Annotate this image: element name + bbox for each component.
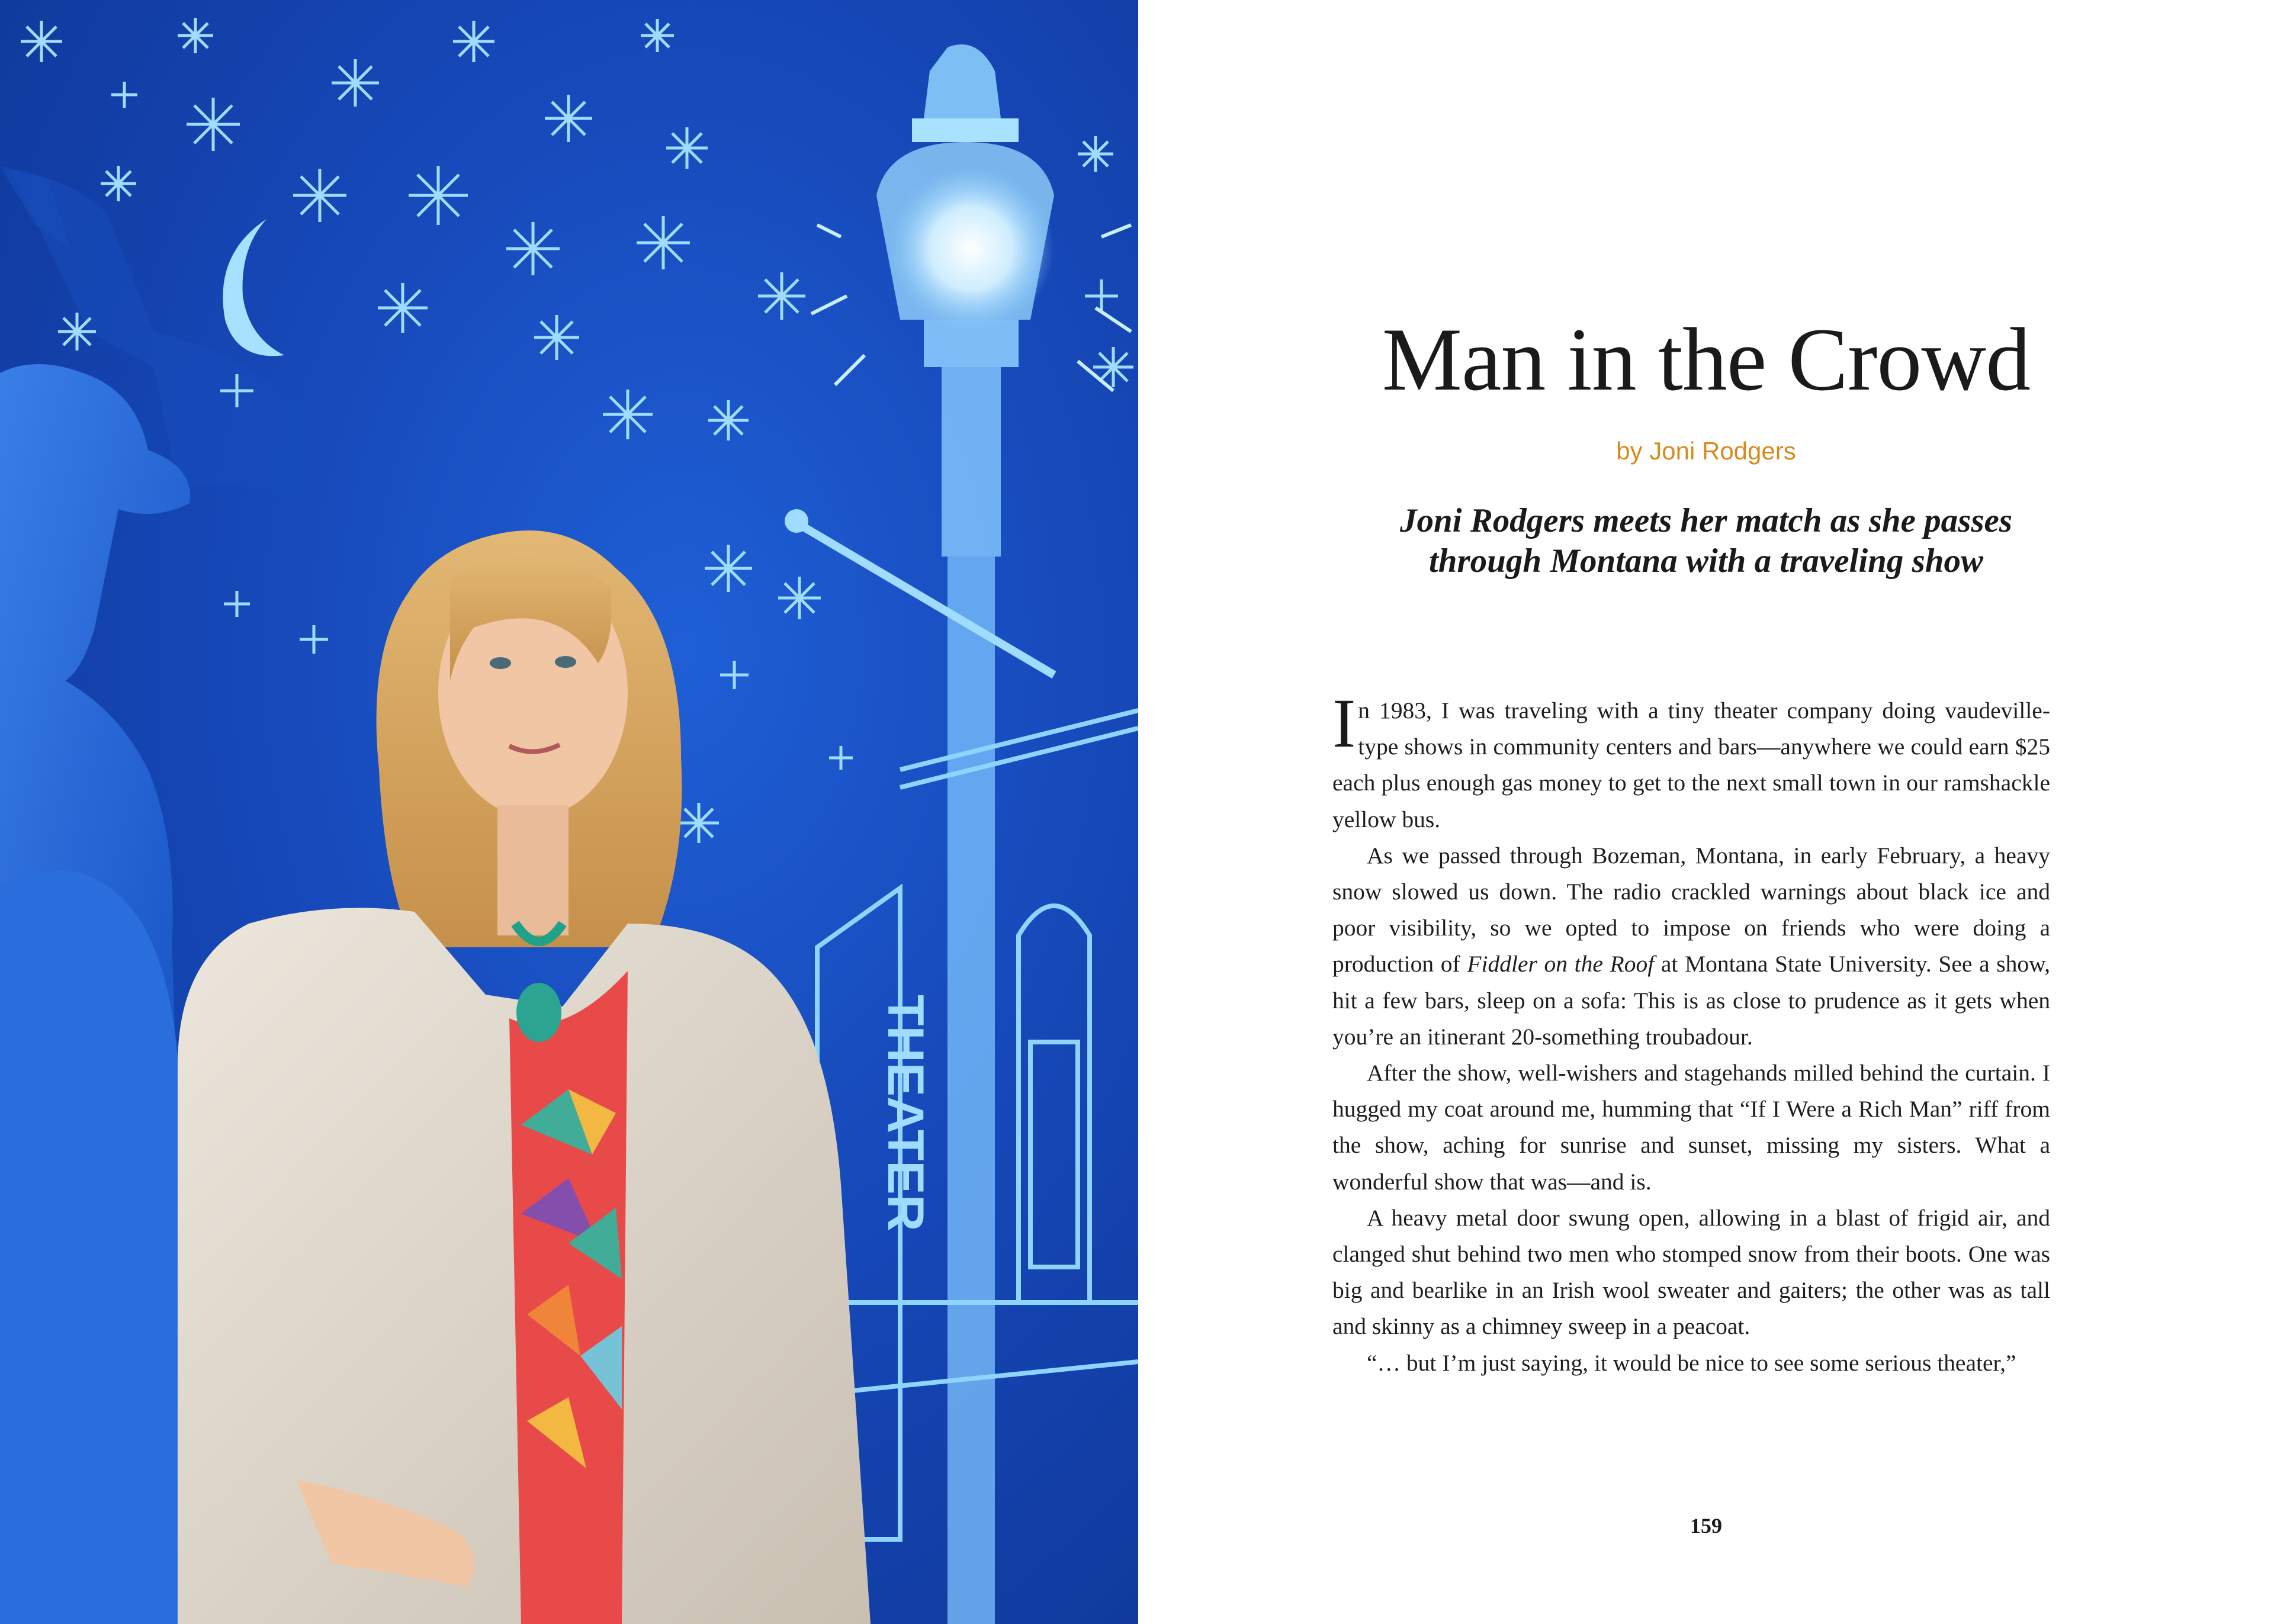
article-title: Man in the Crowd xyxy=(1382,310,2031,409)
page-number: 159 xyxy=(1690,1514,1722,1538)
paragraph-2-italic: Fiddler on the Roof xyxy=(1467,951,1655,977)
article-page xyxy=(1138,0,2274,1624)
portrait-woman xyxy=(178,530,871,1624)
paragraph-1-text: n 1983, I was traveling with a tiny theater company doing vaudeville-type shows in community centers and bars—anywhere we could earn $25 each plus enough gas money to get to the next small town in our ramshackle yellow bus. xyxy=(1332,697,2050,832)
dek-line-1: Joni Rodgers meets her match as she passes xyxy=(1400,502,2012,539)
moon-icon xyxy=(223,219,284,356)
article-byline: by Joni Rodgers xyxy=(1616,437,1796,465)
article-body xyxy=(1332,684,2050,1381)
theater-marquee: THEATER xyxy=(877,995,934,1231)
article-dek xyxy=(1138,501,2274,581)
dek-line-2: through Montana with a traveling show xyxy=(1428,542,1984,580)
paragraph-2-text-b: at Montana State University. See a show, hit a few bars, sleep on a sofa: This is as close to prudence as it gets when you’re an itinerant 20-something troubadour. xyxy=(1332,951,2050,1050)
paragraph-2 xyxy=(1332,838,2050,1055)
paragraph-2-text-a: As we passed through Bozeman, Montana, in early February, a heavy snow slowed us down. The radio crackled warnings about black ice and poor visibility, so we opted to impose on friends who were doing a production of xyxy=(1332,842,2050,977)
paragraph-1 xyxy=(1332,684,2050,838)
paragraph-5: “… but I’m just saying, it would be nice to see some serious theater,” xyxy=(1367,1349,2016,1376)
paragraph-4: A heavy metal door swung open, allowing in a blast of frigid air, and clanged shut behind two men who stomped snow from their boots. One was big and bearlike in an Irish wool sweater and gaiters; the other was as tall and skinny as a chimney sweep in a peacoat. xyxy=(1332,1204,2050,1340)
drop-cap: I xyxy=(1332,684,1356,762)
paragraph-3: After the show, well-wishers and stagehands milled behind the curtain. I hugged my coat around me, humming that “If I Were a Rich Man” riff from the show, aching for sunrise and sunset, missing my sisters. What a wonderful show that was—and is. xyxy=(1332,1060,2050,1195)
